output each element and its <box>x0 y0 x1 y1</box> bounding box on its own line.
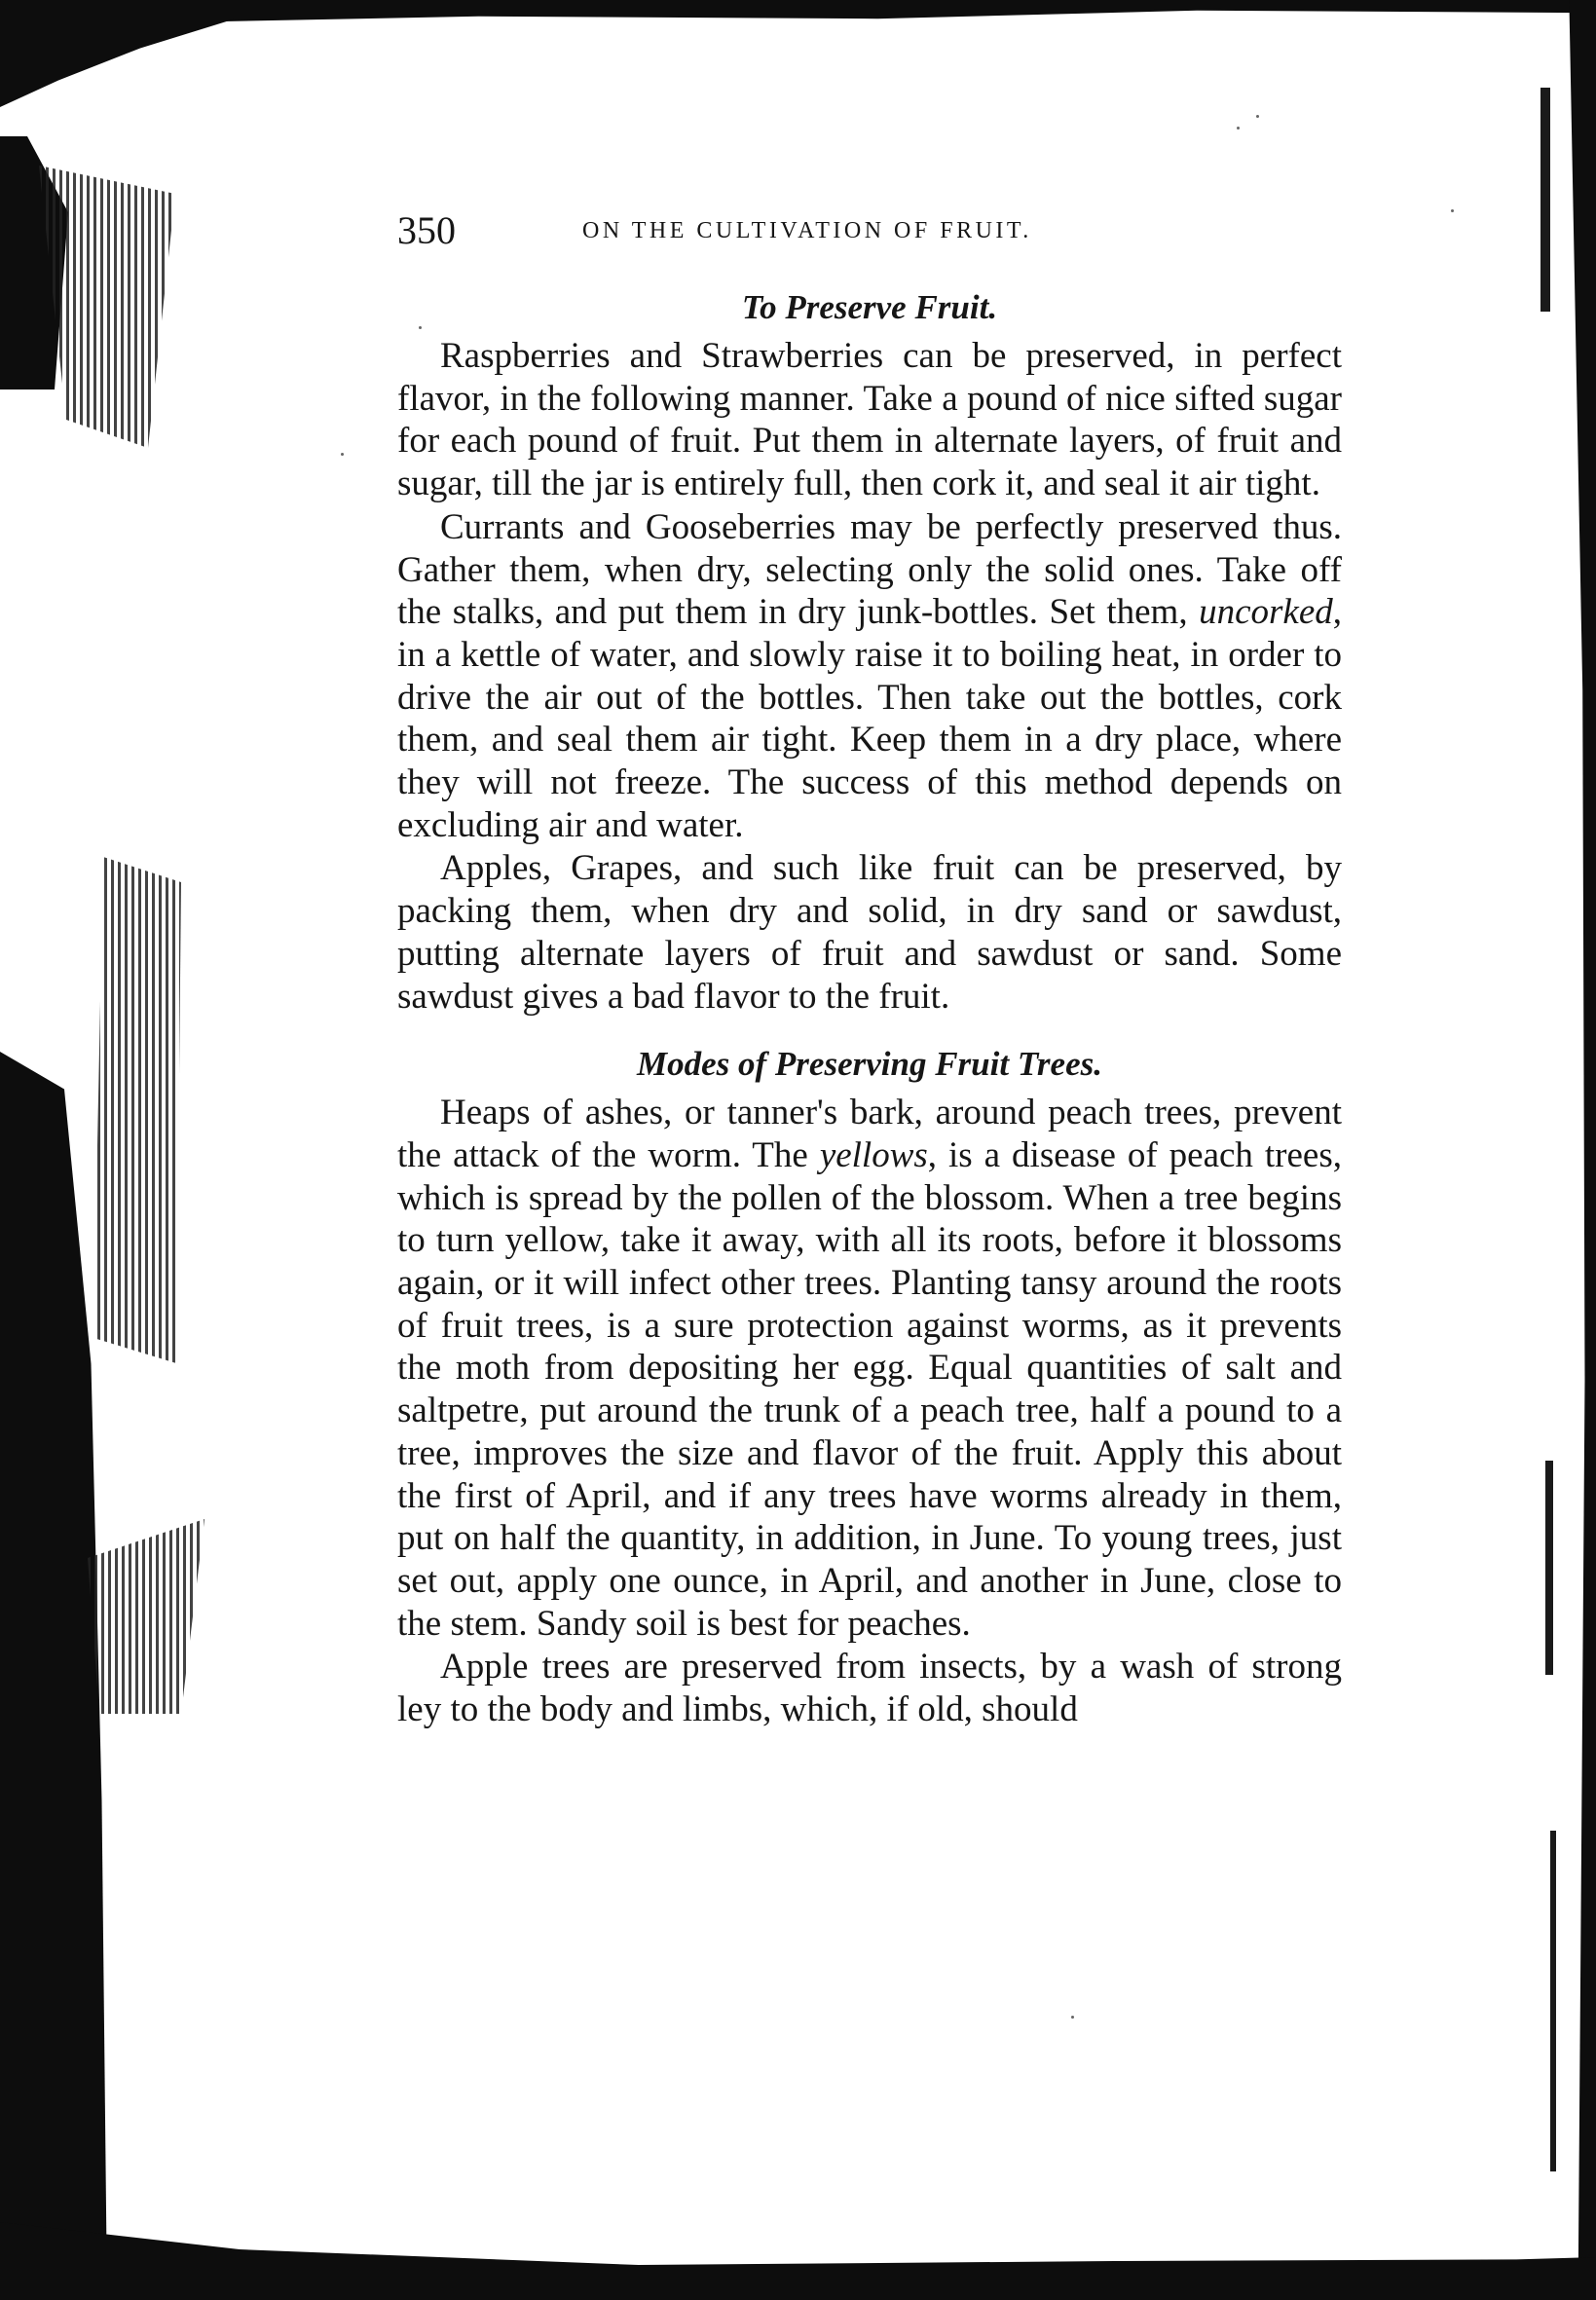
running-title: ON THE CULTIVATION OF FRUIT. <box>582 218 1032 243</box>
running-head <box>397 204 1342 263</box>
paragraph: Apple trees are preserved from insects, by a wash of strong ley to the body and limbs, which, if old, should <box>397 1647 1342 1730</box>
page-edge-mark <box>1545 1461 1553 1675</box>
scan-speck <box>1451 209 1454 212</box>
paragraph: Apples, Grapes, and such like fruit can be preserved, by packing them, when dry and solid, in dry sand or sawdust, putting alternate layers of fruit and sawdust or sand. Some sawdust gives a bad flavor to the fruit. <box>397 848 1342 1017</box>
page-edge-mark <box>1540 88 1550 312</box>
paragraph-text: , is a disease of peach trees, which is spread by the pollen of the blossom. When a tree begins to turn yellow, take it away, with all its roots, before it blossoms again, or it will infect other trees. Planting tansy around the roots of fruit trees, is a sure protection against worms, as it prevents the moth from depositing her egg. Equal quantities of salt and saltpetre, put around the trunk of a peach tree, half a pound to a tree, improves the size and flavor of the fruit. Apply this about the first of April, and if any trees have worms already in them, put on half the quantity, in addition, in June. To young trees, just set out, apply one ounce, in April, and another in June, close to the stem. Sandy soil is best for peaches. <box>397 1134 1342 1644</box>
scan-edge-bottom <box>0 2222 1596 2300</box>
book-page <box>397 204 1342 1731</box>
scan-speck <box>1256 115 1259 118</box>
binding-shadow <box>39 166 175 448</box>
paragraph <box>397 506 1342 847</box>
scan-speck <box>1071 2016 1074 2019</box>
binding-shadow <box>84 857 181 1363</box>
scan-edge-left-lower <box>0 1052 107 2300</box>
paragraph-text: , in a kettle of water, and slowly raise it to boiling heat, in order to drive the air out of the bottles. Then take out the bottles, cork them, and seal them air tight. Keep them in a dry place, where they will not freeze. The success of this method depends on excluding air and water. <box>397 592 1342 845</box>
paragraph: Raspberries and Strawberries can be preserved, in perfect flavor, in the following manner. Take a pound of nice sifted sugar for each pound of fruit. Put them in alternate layers, of fruit and sugar, till the jar is entirely full, then cork it, and seal it air tight. <box>397 336 1342 504</box>
scan-edge-top <box>0 0 1596 23</box>
page-number: 350 <box>397 208 456 252</box>
page-edge-mark <box>1550 1831 1556 2171</box>
section-heading: Modes of Preserving Fruit Trees. <box>637 1045 1102 1084</box>
emphasis-text: yellows <box>819 1134 928 1175</box>
paragraph-text: Heaps of ashes, or tanner's bark, around peach trees, prevent the attack of the worm. The <box>397 1093 1342 1175</box>
emphasis-text: uncorked <box>1199 592 1333 633</box>
section-heading: To Preserve Fruit. <box>741 288 998 326</box>
section-preserving-fruit-trees <box>397 1037 1342 1731</box>
scan-edge-right <box>1551 0 1596 2300</box>
scan-edge-top-left <box>0 0 234 107</box>
section-preserve-fruit <box>397 280 1342 1018</box>
binding-shadow <box>88 1519 204 1714</box>
paragraph <box>397 1092 1342 1645</box>
paragraph-text: Currants and Gooseberries may be perfectly preserved thus. Gather them, when dry, selecting only the solid ones. Take off the stalks, and put them in dry junk-bottles. Set them, <box>397 506 1342 633</box>
scan-speck <box>341 453 344 456</box>
scan-speck <box>1237 127 1240 130</box>
